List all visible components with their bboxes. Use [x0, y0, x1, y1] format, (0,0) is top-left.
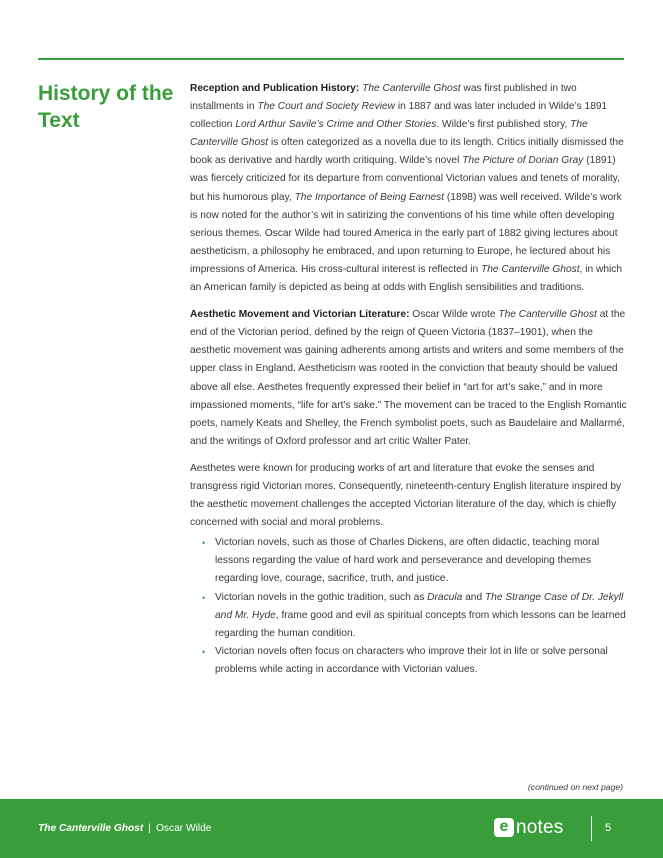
bullet-list	[190, 534, 628, 679]
footer-separator: |	[148, 823, 151, 834]
italic-title-text: The Canterville Ghost	[190, 119, 588, 149]
body-text: (1891) was fiercely criticized for its departure from conventional Victorian values and tenets of morality, but his humorous play,	[190, 155, 620, 203]
list-item-text	[215, 646, 608, 675]
list-item	[202, 534, 628, 588]
footer-bar	[0, 799, 663, 858]
body-text: was first published in two installments in	[190, 83, 577, 113]
paragraph-reception	[190, 80, 628, 297]
paragraph-body	[190, 463, 621, 528]
italic-title-text: The Court and Society Review	[257, 101, 395, 113]
list-item-text	[215, 592, 626, 639]
paragraph-aesthetic-movement	[190, 306, 628, 451]
main-content	[190, 80, 628, 679]
body-text: in 1887 and was later included in Wilde’s 1891 collection	[190, 101, 608, 131]
italic-title-text: The Canterville Ghost	[481, 263, 580, 275]
enotes-logo	[494, 817, 563, 838]
paragraph-body	[190, 83, 624, 293]
italic-title-text: Dracula	[427, 591, 463, 603]
paragraph-heading: Aesthetic Movement and Victorian Literature:	[190, 309, 410, 321]
logo-e-mark: e	[494, 818, 514, 837]
list-item	[202, 643, 628, 679]
body-text: Victorian novels, such as those of Charles Dickens, are often didactic, teaching moral lessons regarding the value of hard work and perseverance and developing themes regarding love, courage, sacrifice, truth, and justice.	[215, 537, 600, 585]
body-text: is often categorized as a novella due to its length. Critics initially dismissed the book as derivative and hardly worth critiquing. Wilde’s novel	[190, 137, 624, 167]
body-text: Aesthetes were known for producing works of art and literature that evoke the senses and transgress rigid Victorian mores. Consequently, nineteenth-century English literature inspired by the aesthetic movement challenges the accepted Victorian literature of the day, which is chiefly concerned with social and moral problems.	[190, 462, 622, 529]
body-text: Victorian novels in the gothic tradition, such as	[215, 591, 428, 603]
page-number: 5	[605, 822, 612, 834]
footer-author: Oscar Wilde	[155, 823, 212, 834]
footer-divider	[591, 816, 592, 841]
paragraph-heading: Reception and Publication History:	[190, 83, 360, 94]
footer-citation	[38, 823, 211, 834]
body-text: (1898) was well received. Wilde’s work is now noted for the author’s wit in satirizing the conventions of his time while often developing serious themes. Oscar Wilde had toured America in the early part of 1882 giving lectures about aestheticism, a philosophy he embraced, and upon returning to Europe, he lectured about his impressions of America. His cross-cultural interest is reflected in	[190, 191, 622, 275]
italic-title-text: The Strange Case of Dr. Jekyll and Mr. Hyde	[215, 591, 624, 621]
bullet-icon: •	[202, 538, 206, 549]
paragraph-aesthetes	[190, 460, 628, 532]
italic-title-text: The Canterville Ghost	[362, 83, 461, 94]
list-item	[202, 589, 628, 643]
logo-wordmark: notes	[516, 816, 564, 838]
body-text: Victorian novels often focus on characters who improve their lot in life or solve personal problems while acting in accordance with Victorian values.	[215, 645, 608, 675]
list-item-text	[215, 537, 599, 584]
section-title: History of the Text	[38, 82, 174, 132]
bullet-icon: •	[202, 592, 206, 603]
bullet-icon: •	[202, 646, 206, 657]
body-text: at the end of the Victorian period, defined by the reign of Queen Victoria (1837–1901), when the aesthetic movement was gaining adherents among artists and writers and some members of the upper class in England. Aestheticism was rooted in the conviction that beauty should be valued above all else. Aesthetes frequently expressed their belief in “art for art’s sake,” and in more impassioned moments, “life for art’s sake.” The movement can be traced to the English Romantic poets, namely Keats and Shelley, the French symbolist poets, such as Baudelaire and Mallarmé, and the writings of Oxford professor and art critic Walter Pater.	[190, 309, 627, 447]
body-text: , frame good and evil as spiritual concepts from which lessons can be learned regarding the human condition.	[215, 609, 626, 639]
body-text: and	[462, 591, 485, 603]
top-divider	[38, 58, 624, 60]
footer-book-title: The Canterville Ghost	[38, 823, 144, 834]
italic-title-text: The Canterville Ghost	[498, 309, 597, 321]
italic-title-text: The Picture of Dorian Gray	[462, 155, 584, 167]
continued-note: (continued on next page)	[527, 782, 623, 792]
paragraph-body	[190, 309, 627, 447]
italic-title-text: The Importance of Being Earnest	[294, 191, 445, 203]
body-text: . Wilde’s first published story,	[436, 119, 571, 131]
body-text: , in which an American family is depicted as being at odds with English sensibilities and traditions.	[190, 263, 623, 294]
body-text: Oscar Wilde wrote	[409, 309, 499, 321]
italic-title-text: Lord Arthur Savile’s Crime and Other Stories	[235, 119, 437, 131]
